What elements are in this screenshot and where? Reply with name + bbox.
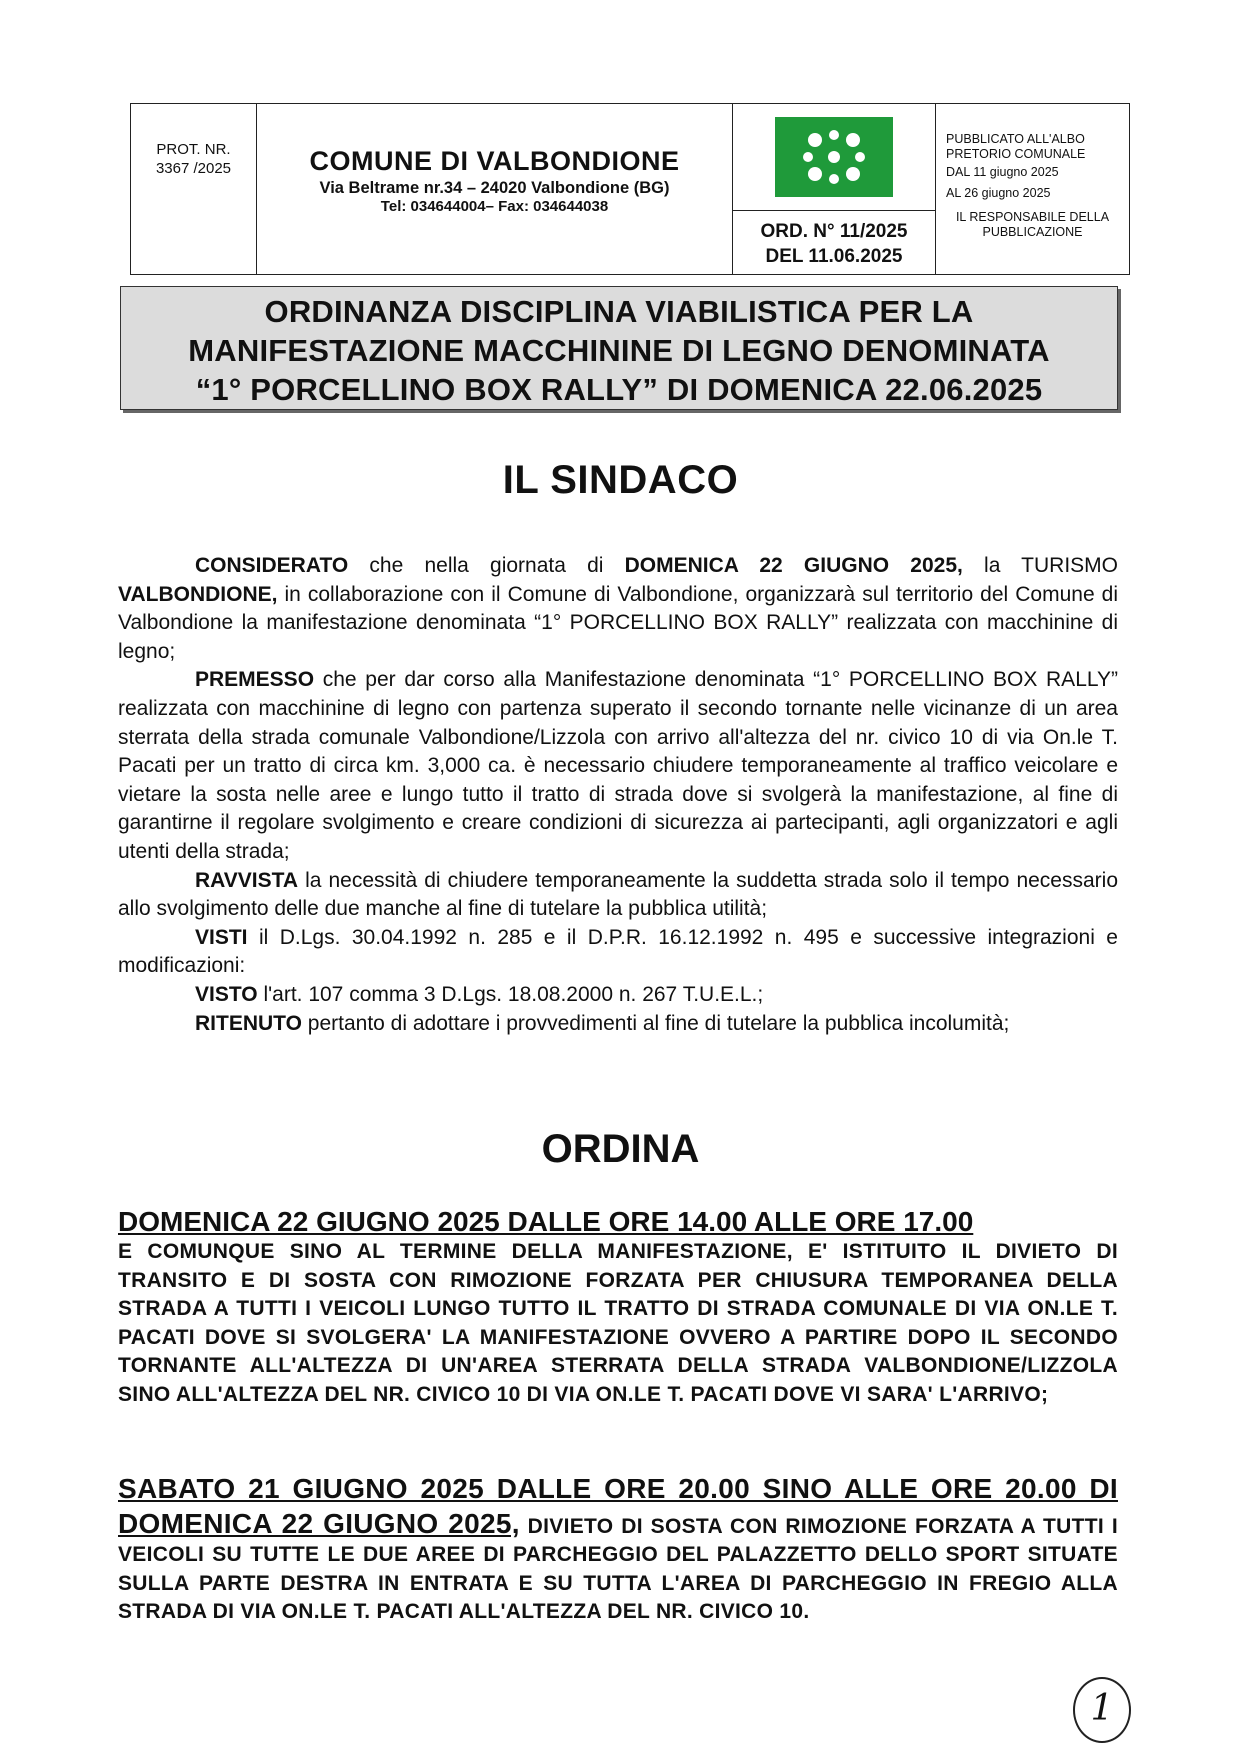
rosa-camuna-icon: [799, 126, 869, 188]
municipality-name: COMUNE DI VALBONDIONE: [309, 146, 680, 176]
ritenuto-paragraph: RITENUTO pertanto di adottare i provvedimenti al fine di tutelare la pubblica incolumità;: [195, 1011, 1010, 1035]
ordina-heading: ORDINA: [541, 1127, 700, 1171]
municipality-contacts: Tel: 034644004– Fax: 034644038: [380, 198, 609, 215]
publication-from: DAL 11 giugno 2025: [946, 165, 1059, 179]
protocol-label: PROT. NR.: [156, 141, 231, 158]
municipality-cell: [257, 104, 733, 274]
ordinance-title: ORDINANZA DISCIPLINA VIABILISTICA PER LA MANIFESTAZIONE MACCHININE DI LEGNO DENOMINATA “1° PORCELLINO BOX RALLY” DI DOMENICA 22.06.2025: [120, 286, 1118, 410]
order-text: DIVIETO DI SOSTA CON RIMOZIONE FORZATA A TUTTI I VEICOLI SU TUTTE LE DUE AREE DI PARCHEGGIO DEL PALAZZETTO DELLO SPORT SITUATE SULLA PARTE DESTRA IN ENTRATA E SU TUTTA L'AREA DI PARCHEGGIO IN FREGIO ALLA STRADA DI VIA ON.LE T. PACATI ALL'ALTEZZA DEL NR. CIVICO 10.: [118, 1514, 1118, 1623]
visti-paragraph: VISTI il D.Lgs. 30.04.1992 n. 285 e il D.P.R. 16.12.1992 n. 495 e successive integrazioni e modificazioni:: [118, 925, 1118, 978]
logo-ord-cell: [733, 104, 936, 274]
publication-to: AL 26 giugno 2025: [946, 186, 1051, 200]
protocol-number: 3367 /2025: [155, 160, 232, 177]
visto-paragraph: VISTO l'art. 107 comma 3 D.Lgs. 18.08.2000 n. 267 T.U.E.L.;: [195, 982, 764, 1006]
order-heading: SABATO 21 GIUGNO 2025 DALLE ORE 20.00 SINO ALLE ORE 20.00 DI DOMENICA 22 GIUGNO 2025,: [118, 1473, 1118, 1539]
order-item: [118, 1205, 1118, 1409]
premesso-paragraph: PREMESSO che per dar corso alla Manifestazione denominata “1° PORCELLINO BOX RALLY” realizzata con macchinine di legno con partenza superato il secondo tornante nelle vicinanze di un area sterrata della strada comunale Valbondione/Lizzola con arrivo all'altezza del nr. civico 10 di via On.le T. Pacati per un tratto di circa km. 3,000 ca. è necessario chiudere temporaneamente al traffico veicolare e vietare la sosta nelle aree e lungo tutto il tratto di strada dove si svolgerà la manifestazione, al fine di garantirne il regolare svolgimento e creare condizioni di sicurezza ai partecipanti, agli organizzatori e agli utenti della strada;: [118, 668, 1118, 863]
page-number: 1: [1073, 1677, 1131, 1743]
protocol-cell: [131, 104, 257, 274]
order-heading: DOMENICA 22 GIUGNO 2025 DALLE ORE 14.00 ALLE ORE 17.00: [118, 1206, 974, 1237]
considerato-paragraph: CONSIDERATO che nella giornata di DOMENICA 22 GIUGNO 2025, la TURISMO VALBONDIONE, in collaborazione con il Comune di Valbondione, organizzarà sul territorio del Comune di Valbondione la manifestazione denominata “1° PORCELLINO BOX RALLY” realizzata con macchinine di legno;: [118, 554, 1119, 663]
order-item: [118, 1472, 1118, 1627]
mayor-heading: IL SINDACO: [502, 458, 739, 502]
order-text: E COMUNQUE SINO AL TERMINE DELLA MANIFESTAZIONE, E' ISTITUITO IL DIVIETO DI TRANSITO E DI SOSTA CON RIMOZIONE FORZATA PER CHIUSURA TEMPORANEA DELLA STRADA A TUTTI I VEICOLI LUNGO TUTTO IL TRATTO DI STRADA COMUNALE DI VIA ON.LE T. PACATI DOVE SI SVOLGERA' LA MANIFESTAZIONE OVVERO A PARTIRE DOPO IL SECONDO TORNANTE ALL'ALTEZZA DI UN'AREA STERRATA DELLA STRADA VALBONDIONE/LIZZOLA SINO ALL'ALTEZZA DEL NR. CIVICO 10 DI VIA ON.LE T. PACATI DOVE VI SARA' L'ARRIVO;: [118, 1240, 1118, 1406]
municipality-address: Via Beltrame nr.34 – 24020 Valbondione (BG): [319, 179, 670, 197]
publication-cell: PUBBLICATO ALL'ALBO PRETORIO COMUNALE DAL 11 giugno 2025 AL 26 giugno 2025 IL RESPONSABILE DELLA PUBBLICAZIONE: [936, 104, 1129, 274]
region-lombardia-logo: [775, 117, 893, 197]
ravvista-paragraph: RAVVISTA la necessità di chiudere temporaneamente la suddetta strada solo il tempo necessario allo svolgimento delle due manche al fine di tutelare la pubblica utilità;: [118, 868, 1118, 921]
recitals: [118, 552, 1118, 1038]
header-table: [130, 103, 1130, 275]
ordinance-number: ORD. N° 11/2025 DEL 11.06.2025: [760, 221, 908, 267]
